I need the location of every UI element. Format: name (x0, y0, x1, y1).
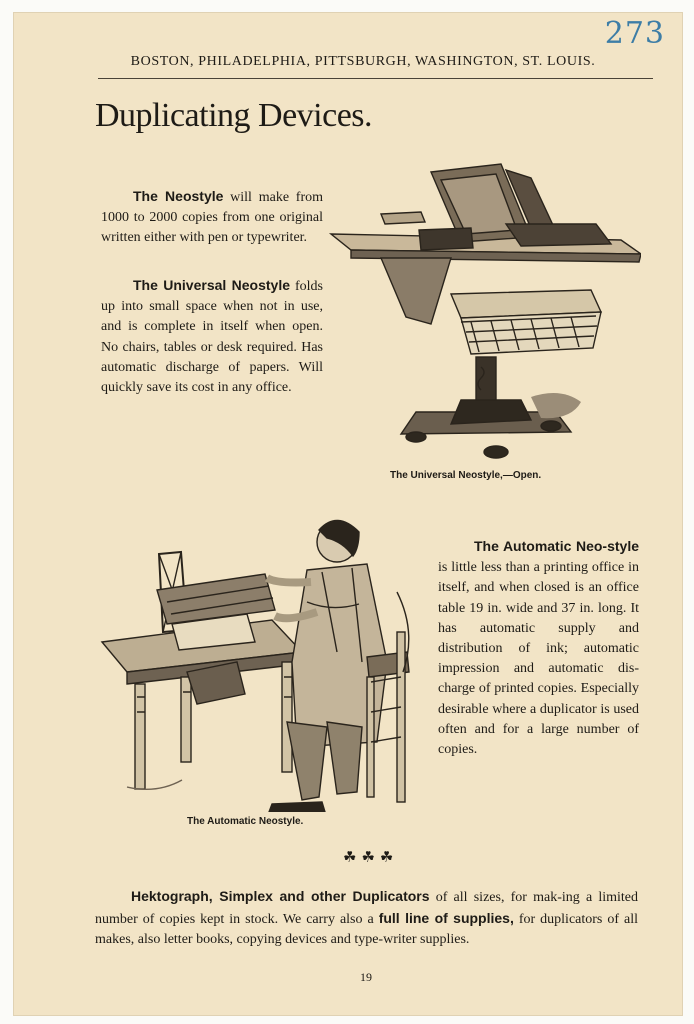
neostyle-text: will make from 1000 to 2000 copies from one original written either with pen or typewriter. (101, 190, 324, 246)
header-rule (98, 78, 653, 79)
automatic-neostyle-text: is little less than a printing office in itself, and when closed is an office table 19 in. wide and 37 in. long. It has automatic supply and distribution of ink; automatic impression and automatic dis-charge of printed copies. Especially desirable where a duplicator is used often and for a large number of copies. (438, 560, 639, 758)
universal-neostyle-text: folds up into small space when not in use, and is complete in itself when open. No chairs, tables or desk required. Has automatic discharge of papers. Will quickly save its cost in any office. (101, 279, 324, 396)
catalog-page (13, 12, 683, 1016)
automatic-neostyle-lead: The Automatic Neo-style (474, 538, 639, 554)
closing-paragraph (95, 886, 638, 951)
neostyle-lead: The Neostyle (133, 188, 224, 204)
automatic-neostyle-paragraph (438, 536, 639, 760)
neostyle-paragraph (101, 186, 323, 249)
automatic-neostyle-caption: The Automatic Neostyle. (187, 816, 304, 827)
page-stamp-number: 273 (604, 16, 665, 51)
universal-neostyle-caption: The Universal Neostyle,—Open. (390, 470, 542, 481)
duplicators-lead: Hektograph, Simplex and other Duplicators (131, 888, 430, 904)
page-title: Duplicating Devices. (95, 97, 373, 134)
fleuron-ornament: ☘☘☘ (343, 850, 399, 866)
supplies-emphasis: full line of supplies, (378, 910, 514, 927)
closing-text-2: for duplicators of all makes, also letter books, copying devices and type-writer supplies. (95, 912, 639, 948)
automatic-neostyle-illustration (97, 512, 417, 812)
closing-text-1: of all sizes, for mak-ing a limited number of copies kept in stock. We carry also a (95, 890, 639, 928)
universal-neostyle-lead: The Universal Neostyle (133, 277, 291, 293)
page-folio: 19 (360, 970, 372, 984)
universal-neostyle-paragraph (101, 275, 323, 398)
universal-neostyle-illustration (321, 162, 641, 462)
running-head: BOSTON, PHILADELPHIA, PITTSBURGH, WASHINGTON, ST. LOUIS. (130, 54, 596, 69)
